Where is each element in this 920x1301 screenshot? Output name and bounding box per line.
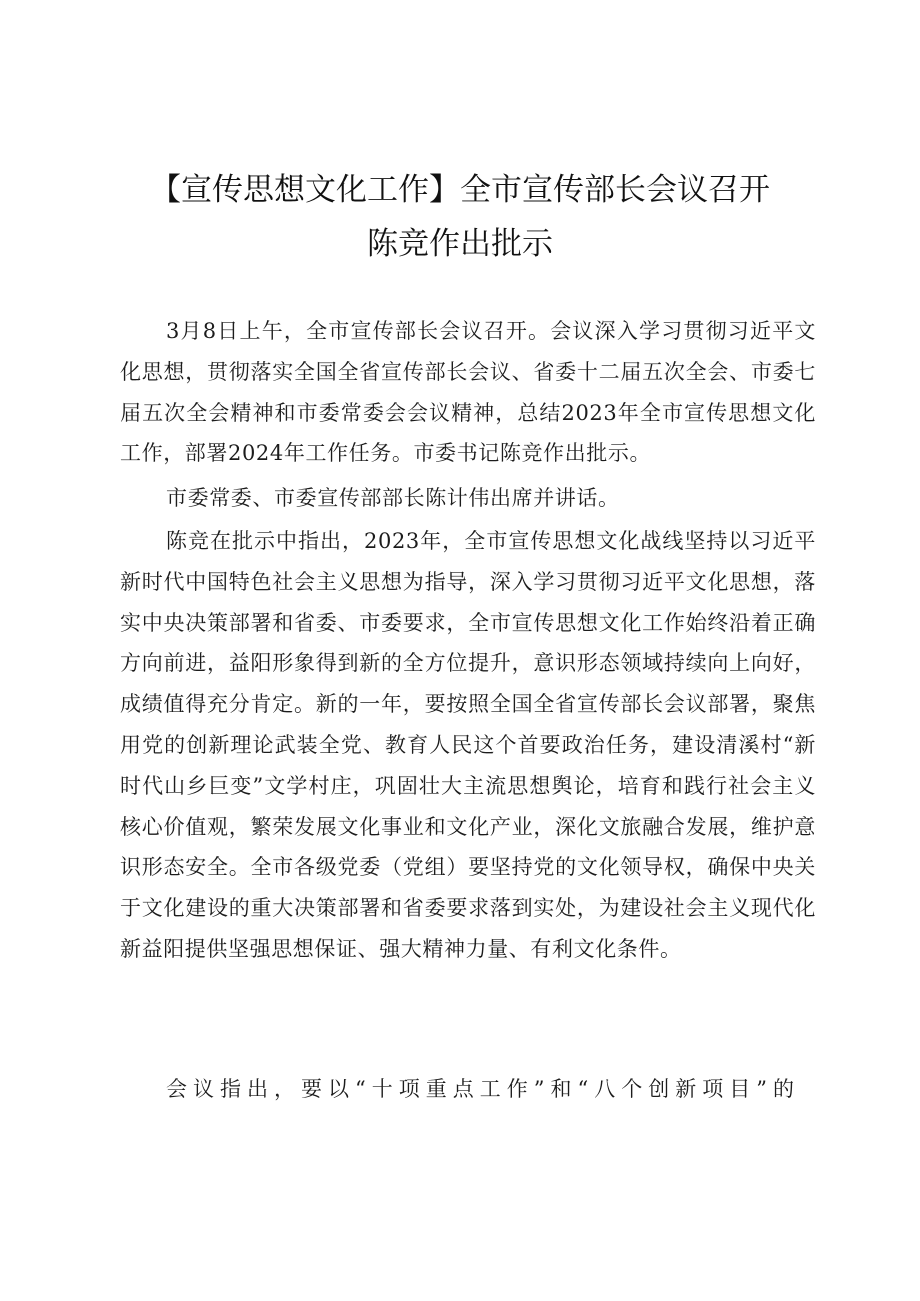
paragraph-1: 3月8日上午，全市宣传部长会议召开。会议深入学习贯彻习近平文化思想，贯彻落实全国全省宣传部长会议、省委十二届五次全会、市委七届五次全会精神和市委常委会会议精神，总结2023年全市宣传思想文化工作，部署2024年工作任务。市委书记陈竞作出批示。	[120, 319, 816, 466]
document-title-line-2: 陈竞作出批示	[367, 226, 553, 262]
paragraph-4: 会议指出，要以“十项重点工作”和“八个创新项目”的	[166, 1077, 800, 1101]
paragraph-2: 市委常委、市委宣传部部长陈计伟出席并讲话。	[166, 486, 620, 510]
document-title-line-1: 【宣传思想文化工作】全市宣传部长会议召开	[150, 172, 770, 208]
paragraph-3: 陈竞在批示中指出，2023年，全市宣传思想文化战线坚持以习近平新时代中国特色社会主义思想为指导，深入学习贯彻习近平文化思想，落实中央决策部署和省委、市委要求，全市宣传思想文化工作始终沿着正确方向前进，益阳形象得到新的全方位提升，意识形态领域持续向上向好，成绩值得充分肯定。新的一年，要按照全国全省宣传部长会议部署，聚焦用党的创新理论武装全党、教育人民这个首要政治任务，建设清溪村“新时代山乡巨变”文学村庄，巩固壮大主流思想舆论，培育和践行社会主义核心价值观，繁荣发展文化事业和文化产业，深化文旅融合发展，维护意识形态安全。全市各级党委（党组）要坚持党的文化领导权，确保中央关于文化建设的重大决策部署和省委要求落到实处，为建设社会主义现代化新益阳提供坚强思想保证、强大精神力量、有利文化条件。	[120, 529, 816, 961]
